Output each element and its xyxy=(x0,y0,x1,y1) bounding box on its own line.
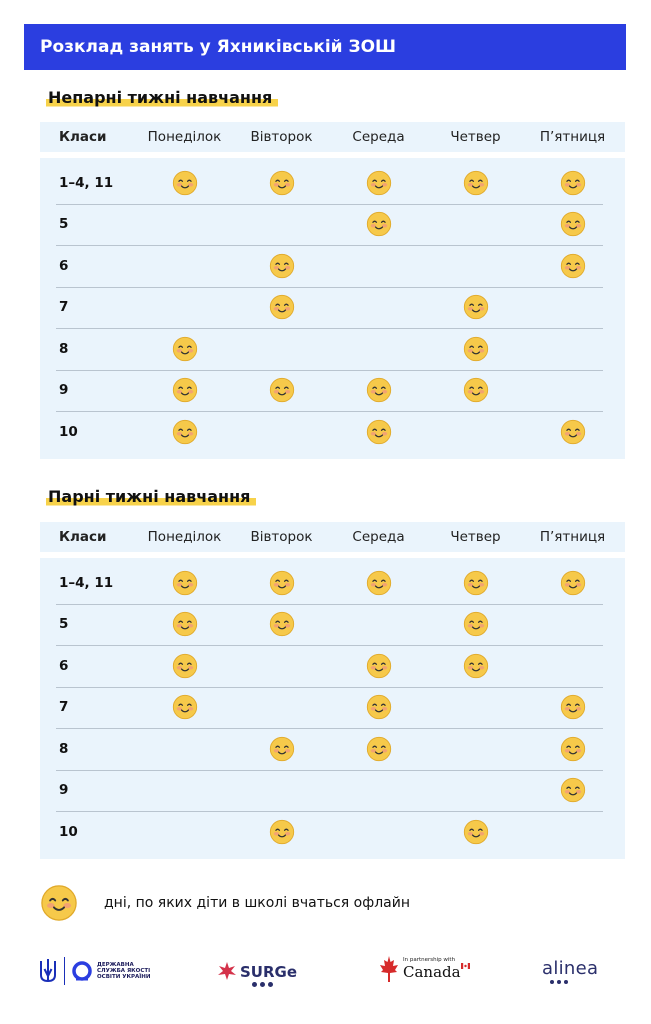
class-label: 9 xyxy=(59,382,69,399)
day-cell xyxy=(330,570,427,596)
smiley-icon xyxy=(463,570,489,596)
canada-logo xyxy=(378,954,470,984)
smiley-icon xyxy=(560,419,586,445)
day-cell xyxy=(136,419,233,445)
page-title: Розклад занять у Яхниківській ЗОШ xyxy=(24,24,626,70)
day-cell xyxy=(136,694,233,720)
smiley-icon xyxy=(269,570,295,596)
smiley-icon xyxy=(463,294,489,320)
smiley-icon xyxy=(269,736,295,762)
day-cell xyxy=(427,170,524,196)
smiley-icon xyxy=(172,336,198,362)
day-cell xyxy=(136,336,233,362)
smiley-icon xyxy=(269,819,295,845)
surge-dots xyxy=(252,982,273,987)
smiley-icon xyxy=(366,170,392,196)
table-row xyxy=(40,645,625,687)
table-row xyxy=(40,328,625,370)
day-header: Вівторок xyxy=(250,529,313,545)
maple-leaf-icon xyxy=(378,954,400,984)
table-row xyxy=(40,370,625,412)
day-cell xyxy=(330,736,427,762)
table-row xyxy=(40,687,625,729)
day-cell xyxy=(233,377,330,403)
table-row xyxy=(40,562,625,604)
smiley-icon xyxy=(366,653,392,679)
even-weeks-table xyxy=(40,522,625,859)
day-cell xyxy=(233,611,330,637)
smiley-icon xyxy=(560,570,586,596)
class-label: 7 xyxy=(59,699,69,716)
smiley-icon xyxy=(172,653,198,679)
table-row xyxy=(40,245,625,287)
day-cell xyxy=(233,736,330,762)
day-cell xyxy=(330,419,427,445)
smiley-icon xyxy=(560,777,586,803)
odd-weeks-table xyxy=(40,122,625,459)
smiley-icon xyxy=(560,694,586,720)
day-cell xyxy=(330,694,427,720)
class-label: 8 xyxy=(59,740,69,757)
class-label: 1–4, 11 xyxy=(59,174,114,191)
smiley-icon xyxy=(172,570,198,596)
day-cell xyxy=(427,570,524,596)
smiley-icon xyxy=(366,419,392,445)
class-label: 8 xyxy=(59,340,69,357)
legend xyxy=(40,884,410,922)
surge-logo xyxy=(216,960,297,982)
table-row xyxy=(40,604,625,646)
smiley-icon xyxy=(172,170,198,196)
legend-text: дні, по яких діти в школі вчаться офлайн xyxy=(104,895,410,911)
day-cell xyxy=(427,294,524,320)
class-header: Класи xyxy=(59,129,107,145)
smiley-icon xyxy=(463,336,489,362)
day-cell xyxy=(427,336,524,362)
table-row xyxy=(40,728,625,770)
canada-flag-icon xyxy=(461,963,470,969)
day-cell xyxy=(233,294,330,320)
day-header: Середа xyxy=(352,529,405,545)
day-cell xyxy=(136,653,233,679)
day-cell xyxy=(136,611,233,637)
day-cell xyxy=(233,819,330,845)
day-header: Понеділок xyxy=(147,529,222,545)
smiley-icon xyxy=(463,170,489,196)
smiley-icon xyxy=(463,377,489,403)
alinea-logo xyxy=(542,958,598,984)
even-weeks-title: Парні тижні навчання xyxy=(46,487,256,507)
table-row xyxy=(40,811,625,853)
day-header: П’ятниця xyxy=(539,529,606,545)
smiley-icon xyxy=(560,170,586,196)
table-header xyxy=(40,522,625,552)
canada-text: Canada xyxy=(403,963,461,981)
smiley-icon xyxy=(269,611,295,637)
day-header: Понеділок xyxy=(147,129,222,145)
class-label: 5 xyxy=(59,216,69,233)
smiley-icon xyxy=(560,253,586,279)
day-cell xyxy=(524,170,621,196)
partnership-text: In partnership with xyxy=(403,957,456,963)
day-header: П’ятниця xyxy=(539,129,606,145)
footer-logos xyxy=(0,952,651,992)
day-cell xyxy=(330,170,427,196)
smiley-icon xyxy=(560,211,586,237)
smiley-icon xyxy=(269,170,295,196)
smiley-icon xyxy=(366,377,392,403)
alinea-text: alinea xyxy=(542,958,599,979)
surge-text: SURGe xyxy=(240,962,298,981)
day-header: Середа xyxy=(352,129,405,145)
day-cell xyxy=(427,377,524,403)
odd-weeks-title: Непарні тижні навчання xyxy=(46,88,278,108)
day-cell xyxy=(330,377,427,403)
smiley-icon xyxy=(269,377,295,403)
day-cell xyxy=(427,819,524,845)
day-cell xyxy=(233,170,330,196)
class-label: 10 xyxy=(59,423,78,440)
alinea-dots xyxy=(550,980,568,984)
smiley-icon xyxy=(269,253,295,279)
smiley-icon xyxy=(172,419,198,445)
surge-leaf-icon xyxy=(216,960,238,982)
day-cell xyxy=(136,570,233,596)
smiley-icon xyxy=(366,570,392,596)
day-cell xyxy=(524,736,621,762)
table-row xyxy=(40,162,625,204)
class-header: Класи xyxy=(59,529,107,545)
day-cell xyxy=(233,253,330,279)
table-row xyxy=(40,770,625,812)
day-cell xyxy=(524,419,621,445)
day-cell xyxy=(330,211,427,237)
day-header: Вівторок xyxy=(250,129,313,145)
smiley-icon xyxy=(172,611,198,637)
smiley-icon xyxy=(40,884,78,922)
class-label: 9 xyxy=(59,782,69,799)
smiley-icon xyxy=(172,377,198,403)
table-body xyxy=(40,558,625,859)
class-label: 6 xyxy=(59,257,69,274)
dsyao-logo xyxy=(38,957,155,985)
smiley-icon xyxy=(269,294,295,320)
smiley-icon xyxy=(366,211,392,237)
class-label: 10 xyxy=(59,823,78,840)
class-label: 1–4, 11 xyxy=(59,574,114,591)
smiley-icon xyxy=(366,694,392,720)
day-cell xyxy=(330,653,427,679)
day-cell xyxy=(427,653,524,679)
smiley-icon xyxy=(172,694,198,720)
smiley-icon xyxy=(463,653,489,679)
trident-icon xyxy=(38,957,58,985)
day-cell xyxy=(524,253,621,279)
day-header: Четвер xyxy=(450,529,501,545)
dsyao-circle-icon xyxy=(71,960,93,982)
day-cell xyxy=(427,611,524,637)
day-cell xyxy=(524,570,621,596)
table-row xyxy=(40,287,625,329)
table-row xyxy=(40,411,625,453)
table-body xyxy=(40,158,625,459)
table-header xyxy=(40,122,625,152)
table-row xyxy=(40,204,625,246)
day-cell xyxy=(524,211,621,237)
smiley-icon xyxy=(463,819,489,845)
day-cell xyxy=(524,694,621,720)
day-header: Четвер xyxy=(450,129,501,145)
class-label: 7 xyxy=(59,299,69,316)
smiley-icon xyxy=(463,611,489,637)
class-label: 6 xyxy=(59,657,69,674)
day-cell xyxy=(136,170,233,196)
day-cell xyxy=(136,377,233,403)
day-cell xyxy=(524,777,621,803)
class-label: 5 xyxy=(59,616,69,633)
dsyao-text: ДЕРЖАВНА СЛУЖБА ЯКОСТІ ОСВІТИ УКРАЇНИ xyxy=(97,962,151,980)
smiley-icon xyxy=(366,736,392,762)
smiley-icon xyxy=(560,736,586,762)
day-cell xyxy=(233,570,330,596)
